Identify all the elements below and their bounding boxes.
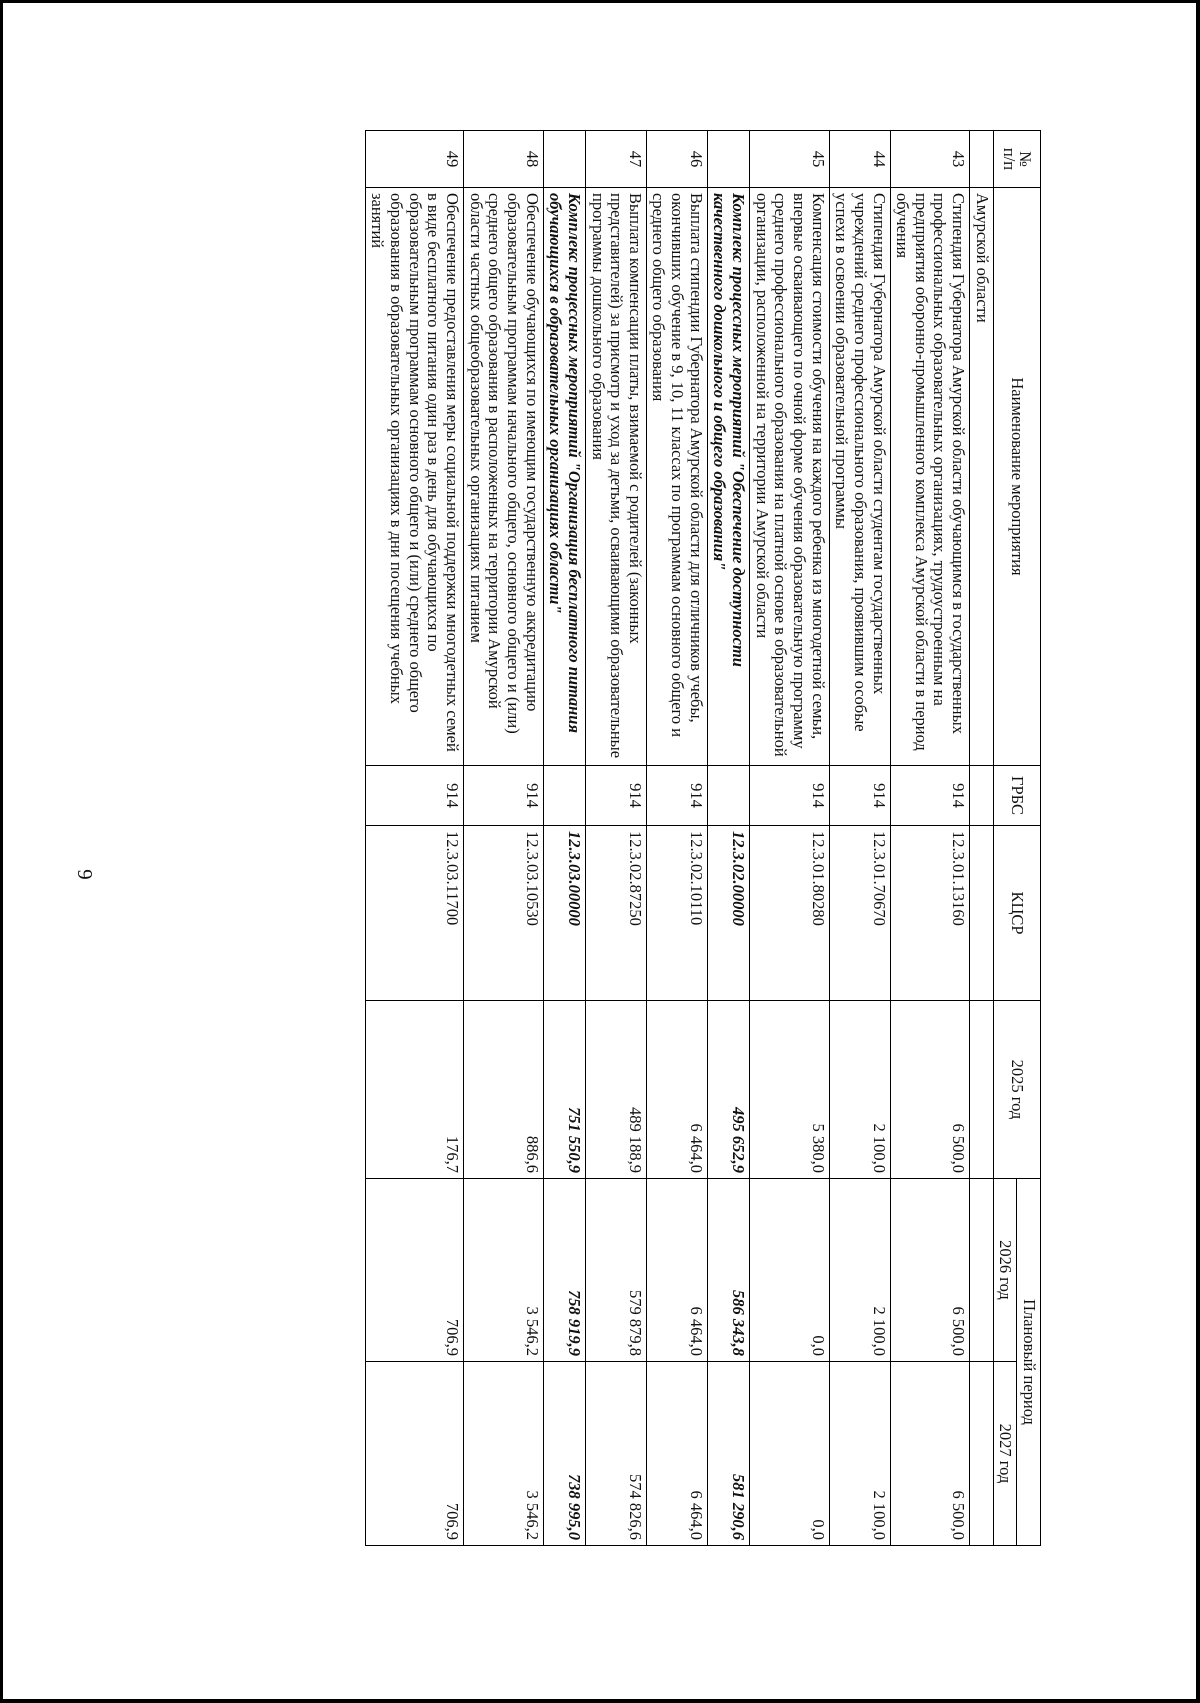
row-grbs: 914	[829, 766, 890, 826]
frame-border-bottom	[0, 1699, 1200, 1703]
row-kcsr	[970, 826, 994, 1001]
row-name: Комплекс процессных мероприятий "Обеспечение доступности качественного дошкольного и общего образования"	[707, 188, 749, 766]
budget-table	[365, 130, 1041, 1546]
row-grbs: 914	[646, 766, 707, 826]
row-2027: 706,9	[365, 1362, 463, 1546]
row-num: 46	[646, 131, 707, 188]
row-grbs: 914	[585, 766, 646, 826]
table-row	[970, 131, 994, 1546]
row-grbs	[543, 766, 585, 826]
row-kcsr: 12.3.02.87250	[585, 826, 646, 1001]
row-kcsr: 12.3.03.11700	[365, 826, 463, 1001]
table-body	[365, 131, 993, 1546]
row-num: 47	[585, 131, 646, 188]
row-2026: 6 464,0	[646, 1179, 707, 1362]
row-2026: 706,9	[365, 1179, 463, 1362]
row-2025: 751 550,9	[543, 1001, 585, 1179]
row-2026: 3 546,2	[464, 1179, 544, 1362]
header-kcsr: КЦСР	[993, 826, 1040, 1001]
table-row	[707, 131, 749, 1546]
row-2026	[970, 1179, 994, 1362]
row-2026: 586 343,8	[707, 1179, 749, 1362]
row-name: Выплата компенсации платы, взимаемой с родителей (законных представителей) за присмотр и уход за детьми, осваивающими образовательные программы дошкольного образования	[585, 188, 646, 766]
row-2027: 3 546,2	[464, 1362, 544, 1546]
table-row	[829, 131, 890, 1546]
table-row	[543, 131, 585, 1546]
table-row	[365, 131, 463, 1546]
row-num: 48	[464, 131, 544, 188]
row-2027: 2 100,0	[829, 1362, 890, 1546]
row-name: Стипендия Губернатора Амурской области обучающимся в государственных профессиональных образовательных организациях, трудоустроенным на предприятия оборонно-промышленного комплекса Амурской области в период обучения	[890, 188, 970, 766]
table-header-row	[1017, 131, 1041, 1546]
row-name: Компенсация стоимости обучения на каждого ребенка из многодетной семьи, впервые осваивающего по очной форме обучения образовательную программу среднего профессионального образования на платной основе в образовательной организации, расположенной на территории Амурской области	[750, 188, 830, 766]
row-name: Амурской области	[970, 188, 994, 766]
row-grbs: 914	[464, 766, 544, 826]
header-2026: 2026 год	[993, 1179, 1017, 1362]
row-num: 44	[829, 131, 890, 188]
row-grbs	[970, 766, 994, 826]
row-num: 43	[890, 131, 970, 188]
row-name: Обеспечение обучающихся по имеющим государственную аккредитацию образовательным программам начального общего, основного общего и (или) среднего общего образования в расположенных на территории Амурской области частных общеобразовательных организациях питанием	[464, 188, 544, 766]
page-number: 6	[72, 869, 97, 880]
row-2025: 6 500,0	[890, 1001, 970, 1179]
row-name: Комплекс процессных мероприятий "Организация бесплатного питания обучающихся в образовательных организациях области"	[543, 188, 585, 766]
header-num-line2: п/п	[999, 147, 1019, 171]
row-2025	[970, 1001, 994, 1179]
row-2025: 886,6	[464, 1001, 544, 1179]
row-2027: 738 995,0	[543, 1362, 585, 1546]
frame-border-top	[0, 0, 1200, 3]
rotated-table-container	[175, 130, 1041, 1545]
header-2025: 2025 год	[993, 1001, 1040, 1179]
row-2025: 2 100,0	[829, 1001, 890, 1179]
row-name: Выплата стипендии Губернатора Амурской области для отличников учебы, окончивших обучение в 9, 10, 11 классах по программам основного общего и среднего общего образования	[646, 188, 707, 766]
header-plan-period: Плановый период	[1017, 1179, 1041, 1546]
row-num	[970, 131, 994, 188]
header-2027: 2027 год	[993, 1362, 1017, 1546]
row-2027	[970, 1362, 994, 1546]
row-grbs	[707, 766, 749, 826]
table-row	[585, 131, 646, 1546]
row-name: Стипендия Губернатора Амурской области студентам государственных учреждений среднего профессионального образования, проявившим особые успехи в освоении образовательной программы	[829, 188, 890, 766]
row-kcsr: 12.3.02.00000	[707, 826, 749, 1001]
header-num-line1: №	[1016, 151, 1036, 167]
table-row	[750, 131, 830, 1546]
row-2026: 2 100,0	[829, 1179, 890, 1362]
table-row	[646, 131, 707, 1546]
row-num: 49	[365, 131, 463, 188]
row-num	[543, 131, 585, 188]
row-grbs: 914	[750, 766, 830, 826]
row-kcsr: 12.3.01.80280	[750, 826, 830, 1001]
row-2025: 489 188,9	[585, 1001, 646, 1179]
row-kcsr: 12.3.02.10110	[646, 826, 707, 1001]
row-2027: 581 290,6	[707, 1362, 749, 1546]
row-num	[707, 131, 749, 188]
header-grbs: ГРБС	[993, 766, 1040, 826]
row-2026: 579 879,8	[585, 1179, 646, 1362]
header-num	[993, 131, 1040, 188]
row-2026: 0,0	[750, 1179, 830, 1362]
table-row	[890, 131, 970, 1546]
row-num: 45	[750, 131, 830, 188]
row-2025: 6 464,0	[646, 1001, 707, 1179]
row-2027: 0,0	[750, 1362, 830, 1546]
row-2025: 176,7	[365, 1001, 463, 1179]
frame-border-right	[1196, 0, 1200, 1703]
row-kcsr: 12.3.01.70670	[829, 826, 890, 1001]
row-kcsr: 12.3.01.13160	[890, 826, 970, 1001]
frame-border-left	[0, 0, 3, 1703]
row-2027: 574 826,6	[585, 1362, 646, 1546]
header-name: Наименование мероприятия	[993, 188, 1040, 766]
row-grbs: 914	[890, 766, 970, 826]
row-grbs: 914	[365, 766, 463, 826]
table-row	[464, 131, 544, 1546]
row-2027: 6 464,0	[646, 1362, 707, 1546]
row-name: Обеспечение предоставления меры социальной поддержки многодетных семей в виде бесплатного питания один раз в день для обучающихся по образовательным программам основного общего и (или) среднего общего образования в образовательных организациях в дни посещения учебных занятий	[365, 188, 463, 766]
row-2027: 6 500,0	[890, 1362, 970, 1546]
row-2025: 495 652,9	[707, 1001, 749, 1179]
row-2026: 758 919,9	[543, 1179, 585, 1362]
row-2025: 5 380,0	[750, 1001, 830, 1179]
row-kcsr: 12.3.03.10530	[464, 826, 544, 1001]
row-kcsr: 12.3.03.00000	[543, 826, 585, 1001]
row-2026: 6 500,0	[890, 1179, 970, 1362]
